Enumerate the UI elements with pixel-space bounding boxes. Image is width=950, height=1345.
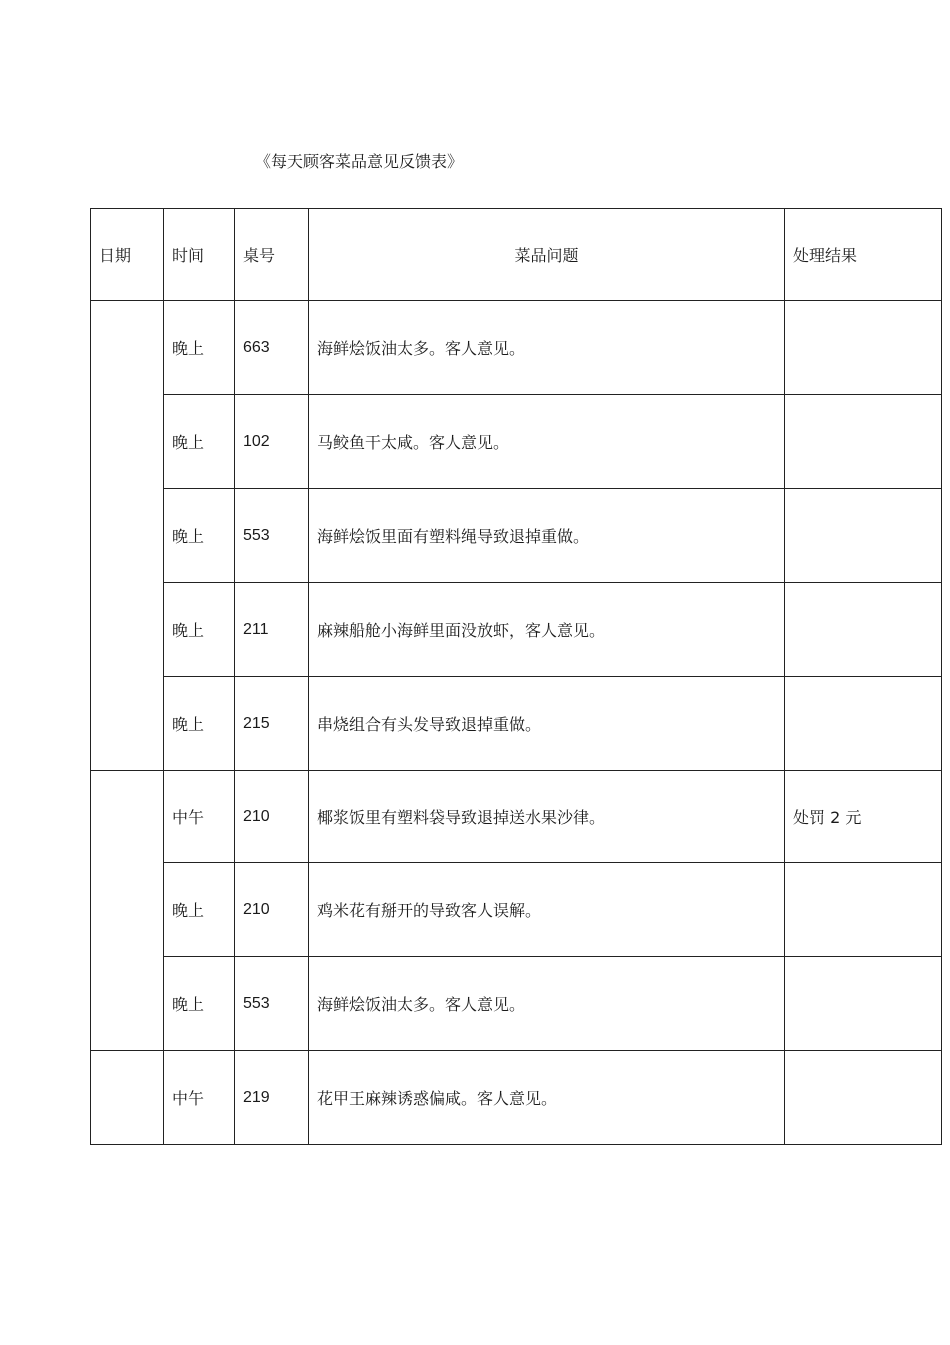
table-no-cell: 210 <box>235 863 309 957</box>
time-cell: 中午 <box>164 1051 235 1145</box>
document-title: 《每天顾客菜品意见反馈表》 <box>255 152 464 171</box>
time-cell: 晚上 <box>164 583 235 677</box>
issue-cell: 海鲜烩饭里面有塑料绳导致退掉重做。 <box>309 489 785 583</box>
header-time: 时间 <box>164 209 235 301</box>
result-cell <box>785 957 942 1051</box>
table-no-cell: 210 <box>235 771 309 863</box>
table-no-cell: 102 <box>235 395 309 489</box>
issue-cell: 海鲜烩饭油太多。客人意见。 <box>309 301 785 395</box>
issue-cell: 马鲛鱼干太咸。客人意见。 <box>309 395 785 489</box>
table-row <box>91 489 942 583</box>
result-cell <box>785 1051 942 1145</box>
table-no-cell: 553 <box>235 489 309 583</box>
table-row <box>91 863 942 957</box>
time-cell: 晚上 <box>164 863 235 957</box>
result-cell <box>785 583 942 677</box>
issue-cell: 花甲王麻辣诱惑偏咸。客人意见。 <box>309 1051 785 1145</box>
time-cell: 晚上 <box>164 957 235 1051</box>
time-cell: 晚上 <box>164 677 235 771</box>
issue-cell: 海鲜烩饭油太多。客人意见。 <box>309 957 785 1051</box>
issue-cell: 串烧组合有头发导致退掉重做。 <box>309 677 785 771</box>
date-cell <box>91 1051 164 1145</box>
issue-cell: 鸡米花有掰开的导致客人误解。 <box>309 863 785 957</box>
issue-cell: 麻辣船舱小海鲜里面没放虾，客人意见。 <box>309 583 785 677</box>
result-cell: 处罚 2 元 <box>785 771 942 863</box>
header-table-no: 桌号 <box>235 209 309 301</box>
table-no-cell: 663 <box>235 301 309 395</box>
table-row <box>91 957 942 1051</box>
table-row <box>91 395 942 489</box>
table-row <box>91 301 942 395</box>
result-cell <box>785 395 942 489</box>
time-cell: 晚上 <box>164 301 235 395</box>
result-cell <box>785 677 942 771</box>
time-cell: 晚上 <box>164 489 235 583</box>
header-result: 处理结果 <box>785 209 942 301</box>
date-cell <box>91 301 164 771</box>
header-date: 日期 <box>91 209 164 301</box>
date-cell <box>91 771 164 1051</box>
table-no-cell: 211 <box>235 583 309 677</box>
time-cell: 中午 <box>164 771 235 863</box>
table-row <box>91 1051 942 1145</box>
result-cell <box>785 863 942 957</box>
table-no-cell: 215 <box>235 677 309 771</box>
result-cell <box>785 301 942 395</box>
table-header-row <box>91 209 942 301</box>
table-no-cell: 553 <box>235 957 309 1051</box>
feedback-table <box>90 208 942 1145</box>
table-row <box>91 583 942 677</box>
header-issue: 菜品问题 <box>309 209 785 301</box>
table-row <box>91 677 942 771</box>
table-row <box>91 771 942 863</box>
result-cell <box>785 489 942 583</box>
issue-cell: 椰浆饭里有塑料袋导致退掉送水果沙律。 <box>309 771 785 863</box>
table-no-cell: 219 <box>235 1051 309 1145</box>
time-cell: 晚上 <box>164 395 235 489</box>
